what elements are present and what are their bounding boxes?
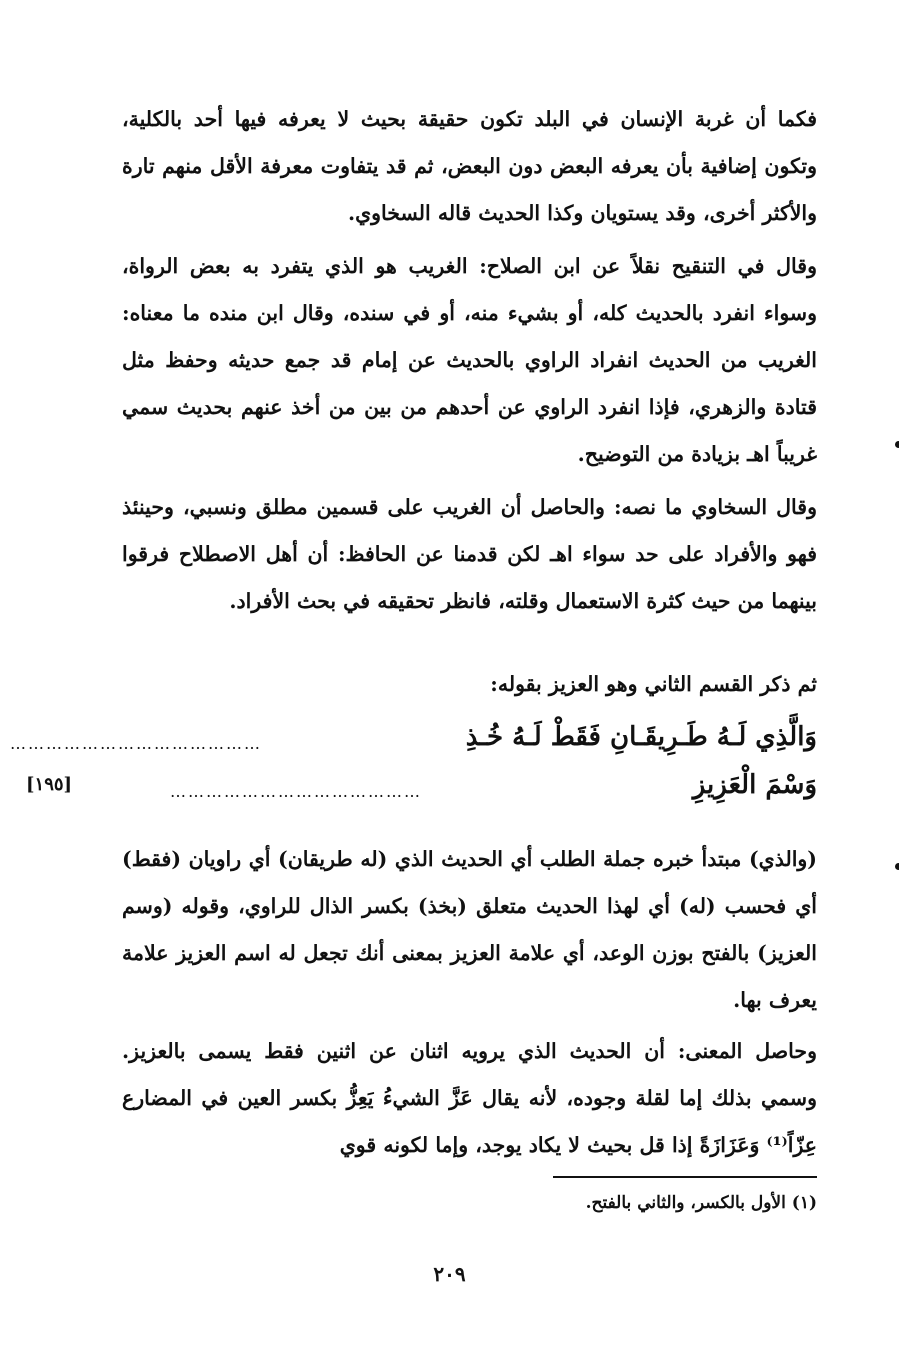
paragraph-5: (والذي) مبتدأ خبره جملة الطلب أي الحديث الذي (له طريقان) أي راويان (فقط) أي فحسب (له) أي لهذا الحديث متعلق (بخذ) بكسر الذال للراوي، وقوله (وسم العزيز) بالفتح بوزن الوعد، أي علامة العزيز بمعنى أنك تجعل له اسم العزيز علامة يعرف بها.: [122, 847, 817, 1012]
paragraph-4: ثم ذكر القسم الثاني وهو العزيز بقوله:: [490, 672, 817, 696]
paragraph-1: فكما أن غربة الإنسان في البلد تكون حقيقة بحيث لا يعرفه فيها أحد بالكلية، وتكون إضافية بأن يعرفه البعض دون البعض، ثم قد يتفاوت معرفة الأقل منهم تارة والأكثر أخرى، وقد يستويان وكذا الحديث قاله السخاوي.: [122, 107, 817, 225]
verse-line-2-text: وَسْمَ الْعَزِيزِ: [692, 770, 817, 800]
verse-line-2: [122, 770, 817, 810]
paragraph-6: وحاصل المعنى: أن الحديث الذي يرويه اثنان عن اثنين فقط يسمى بالعزيز. وسمي بذلك إما لقلة وجوده، لأنه يقال عَزَّ الشيءُ يَعِزُّ بكسر العين في المضارع عِزّاً⁽¹⁾ وَعَزَازَةً إذا قل بحيث لا يكاد يوجد، وإما لكونه قوي: [122, 1039, 817, 1157]
verse-line-1-dots: ……………………………………: [10, 734, 262, 753]
verse-line-1: [10, 722, 817, 762]
verse-number: [١٩٥]: [26, 774, 73, 795]
page-number: ٢٠٩: [433, 1262, 466, 1286]
footnote: (١) الأول بالكسر، والثاني بالفتح.: [585, 1193, 817, 1213]
margin-dot-2: [895, 863, 899, 870]
footnote-divider: [553, 1176, 817, 1178]
paragraph-3: وقال السخاوي ما نصه: والحاصل أن الغريب على قسمين مطلق ونسبي، وحينئذ فهو والأفراد على حد سواء اهـ لكن قدمنا عن الحافظ: أن أهل الاصطلاح فرقوا بينهما من حيث كثرة الاستعمال وقلته، فانظر تحقيقه في بحث الأفراد.: [122, 495, 817, 613]
paragraph-2: وقال في التنقيح نقلاً عن ابن الصلاح: الغريب هو الذي يتفرد به بعض الرواة، وسواء انفرد بالحديث كله، أو بشيء منه، أو في سنده، وقال ابن منده ما معناه: الغريب من الحديث انفراد الراوي بالحديث عن إمام قد جمع حديثه وحفظ مثل قتادة والزهري، فإذا انفرد الراوي عن أحدهم من بين من أخذ عنهم بحديث سمي غريباً اهـ بزيادة من التوضيح.: [122, 254, 817, 466]
verse-line-1-text: وَالَّذِي لَـهُ طَـرِيقَـانِ فَقَطْ لَـهُ خُـذِ: [465, 722, 817, 752]
verse-line-2-dots: ……………………………………: [170, 782, 422, 801]
margin-dot-1: [895, 441, 899, 448]
